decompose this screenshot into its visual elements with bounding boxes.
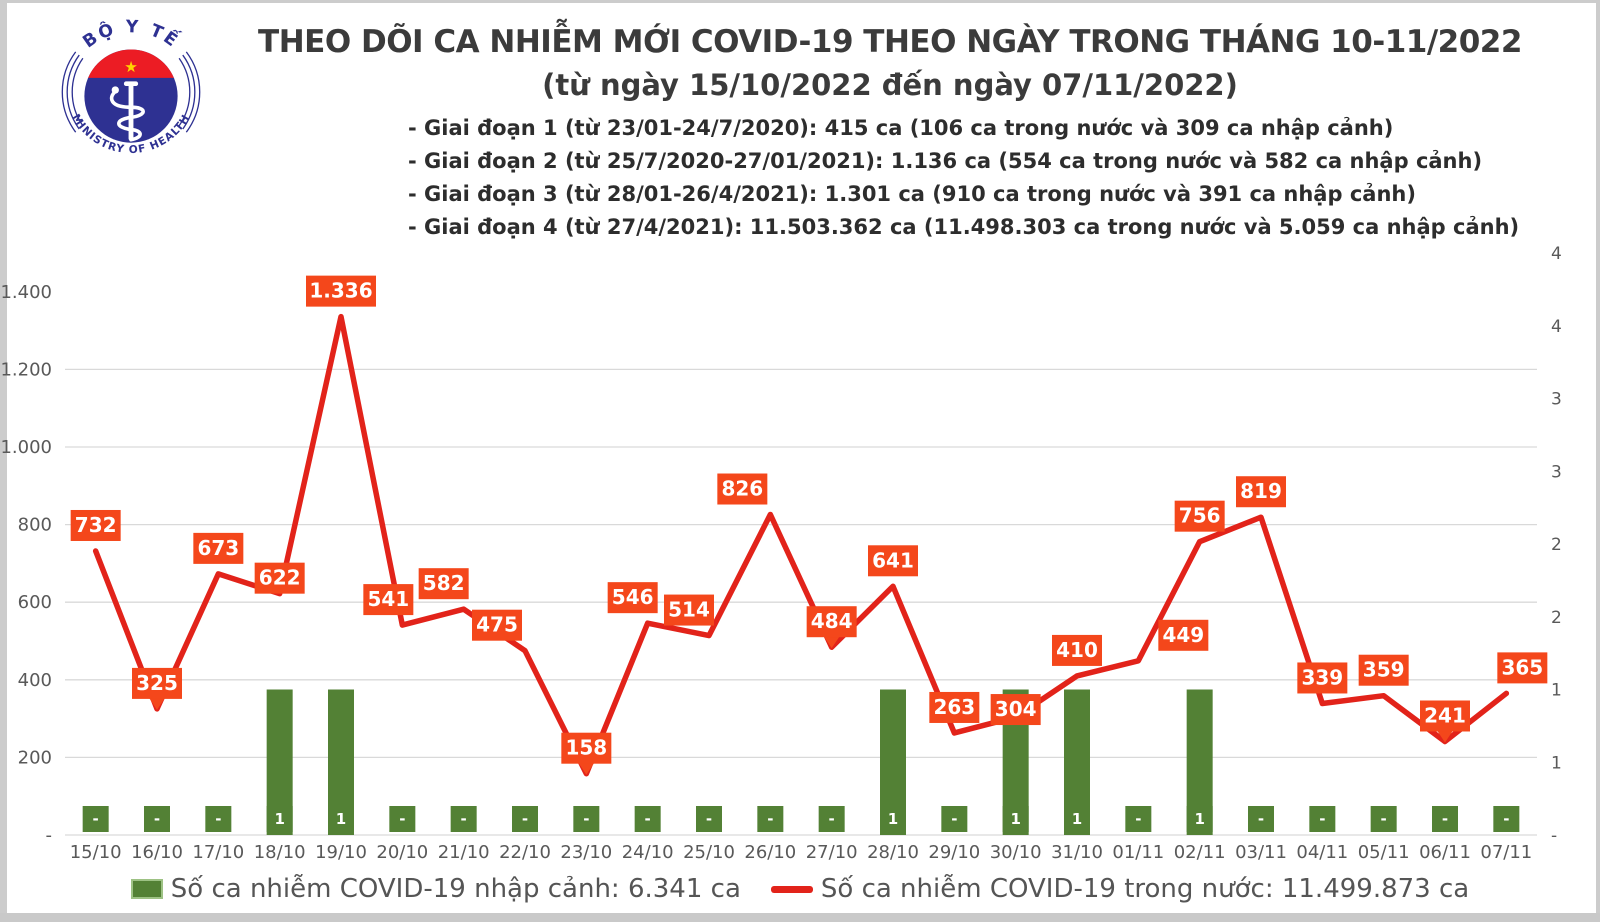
axis-label-right: 2: [1551, 535, 1562, 555]
domestic-cases-swatch: [771, 886, 813, 893]
date-label: 04/11: [1296, 842, 1349, 863]
date-label: 28/10: [867, 842, 919, 863]
date-label: 18/10: [253, 842, 306, 863]
date-label: 06/11: [1419, 842, 1471, 863]
date-label: 24/10: [621, 842, 674, 863]
point-label: 756: [1178, 503, 1221, 528]
date-label: 26/10: [744, 842, 797, 863]
axis-label-left: 200: [17, 747, 52, 769]
point-label: 673: [197, 535, 240, 560]
axis-label-right: 4: [1551, 316, 1562, 337]
point-label: 339: [1301, 665, 1344, 690]
bar-label: -: [215, 810, 222, 828]
point-label: 263: [933, 694, 976, 719]
axis-label-left: 1.400: [0, 281, 52, 303]
point-label: 826: [721, 476, 764, 501]
axis-label-left: 1.000: [0, 437, 52, 458]
bar-label: -: [828, 810, 835, 828]
bar-label: -: [1319, 810, 1326, 828]
point-label: 325: [136, 670, 178, 695]
bar-label: 1: [1071, 810, 1083, 828]
date-label: 23/10: [560, 842, 613, 863]
date-label: 27/10: [805, 842, 858, 863]
bar-label: -: [1503, 810, 1510, 828]
page-title: THEO DÕI CA NHIỄM MỚI COVID-19 THEO NGÀY TRONG THÁNG 10-11/2022: [258, 24, 1522, 60]
point-label: 449: [1162, 622, 1205, 647]
domestic-cases-line: [96, 317, 1507, 774]
axis-label-left: 600: [17, 592, 52, 614]
bar-label: 1: [274, 810, 285, 828]
point-label: 1.336: [309, 278, 373, 303]
axis-label-right: -: [1551, 826, 1558, 846]
point-label: 410: [1056, 637, 1098, 662]
bar-label: 1: [1010, 810, 1021, 828]
date-label: 30/10: [989, 842, 1042, 863]
bar-label: -: [1380, 810, 1387, 828]
date-label: 19/10: [315, 842, 367, 863]
point-label: 359: [1362, 657, 1405, 682]
phase-note-1: - Giai đoạn 1 (từ 23/01-24/7/2020): 415 ca (106 ca trong nước và 309 ca nhập cảnh): [408, 116, 1394, 140]
date-label: 02/11: [1173, 842, 1226, 863]
bar-label: -: [1441, 810, 1449, 828]
phase-note-3: - Giai đoạn 3 (từ 28/01-26/4/2021): 1.301 ca (910 ca trong nước và 391 ca nhập cảnh): [408, 182, 1416, 206]
date-label: 20/10: [376, 842, 429, 863]
bar-label: -: [1135, 810, 1142, 828]
logo-star: ★: [124, 57, 138, 76]
date-label: 15/10: [69, 842, 122, 863]
legend-imported-label: Số ca nhiễm COVID-19 nhập cảnh: 6.341 ca: [170, 874, 741, 904]
logo-top-text: BỘ Y TẾ: [79, 17, 183, 53]
bar-label: -: [153, 810, 161, 828]
bar-label: -: [951, 810, 958, 828]
point-label: 475: [476, 612, 518, 637]
bar-label: -: [705, 810, 713, 828]
date-label: 01/11: [1112, 842, 1165, 863]
legend-item-imported: [131, 874, 741, 904]
page-subtitle: (từ ngày 15/10/2022 đến ngày 07/11/2022): [542, 68, 1238, 102]
point-label-pointer: [149, 698, 165, 710]
bar-label: -: [767, 810, 774, 828]
phase-note-4: - Giai đoạn 4 (từ 27/4/2021): 11.503.362 ca (11.498.303 ca trong nước và 5.059 ca nhập cảnh): [408, 215, 1520, 239]
point-label: 365: [1501, 655, 1544, 680]
axis-label-right: 3: [1551, 462, 1562, 483]
point-label: 304: [994, 697, 1037, 722]
axis-label-left: -: [45, 825, 52, 846]
bar-label: -: [644, 810, 651, 828]
point-label: 241: [1424, 703, 1466, 728]
axis-label-left: 400: [17, 669, 52, 691]
legend-item-domestic: [771, 874, 1469, 904]
bar-label: 1: [335, 810, 347, 828]
axis-label-right: 4: [1551, 244, 1562, 264]
phase-note-2: - Giai đoạn 2 (từ 25/7/2020-27/01/2021): 1.136 ca (554 ca trong nước và 582 ca nhập cảnh): [408, 149, 1483, 173]
bar-label: -: [460, 810, 467, 828]
date-label: 07/11: [1480, 842, 1533, 863]
bar-label: -: [521, 810, 529, 828]
date-label: 29/10: [928, 842, 981, 863]
point-label: 514: [668, 597, 710, 622]
bar-label: -: [399, 810, 406, 828]
date-label: 17/10: [192, 842, 245, 863]
bar-label: 1: [887, 810, 899, 828]
axis-label-right: 2: [1551, 607, 1562, 628]
date-label: 25/10: [683, 842, 735, 863]
point-label-pointer: [578, 763, 594, 775]
point-label: 484: [810, 609, 853, 634]
point-label: 641: [872, 548, 914, 573]
point-label: 546: [611, 585, 654, 610]
bar-label: -: [583, 810, 590, 828]
date-label: 05/11: [1357, 842, 1410, 863]
axis-label-left: 1.200: [0, 359, 52, 381]
point-label: 158: [565, 735, 608, 760]
legend-domestic-label: Số ca nhiễm COVID-19 trong nước: 11.499.873 ca: [820, 874, 1470, 904]
axis-label-right: 1: [1551, 680, 1562, 701]
bar-label: -: [92, 810, 99, 828]
date-label: 22/10: [499, 842, 551, 863]
point-label: 582: [422, 571, 465, 596]
axis-label-left: 800: [17, 514, 52, 536]
point-label: 819: [1240, 479, 1282, 504]
axis-label-right: 3: [1551, 389, 1562, 410]
date-label: 31/10: [1051, 842, 1103, 863]
date-label: 03/11: [1235, 842, 1287, 863]
imported-cases-swatch: [131, 879, 163, 899]
logo-bottom-text: MINISTRY OF HEALTH: [69, 111, 193, 157]
date-label: 21/10: [437, 842, 490, 863]
point-label: 541: [367, 587, 410, 612]
chart-legend: [0, 874, 1600, 904]
point-label: 732: [74, 512, 117, 537]
date-label: 16/10: [131, 842, 183, 863]
axis-label-right: 1: [1551, 753, 1562, 774]
bar-label: 1: [1194, 810, 1205, 828]
point-label: 622: [258, 565, 301, 590]
bar-label: -: [1257, 810, 1265, 828]
